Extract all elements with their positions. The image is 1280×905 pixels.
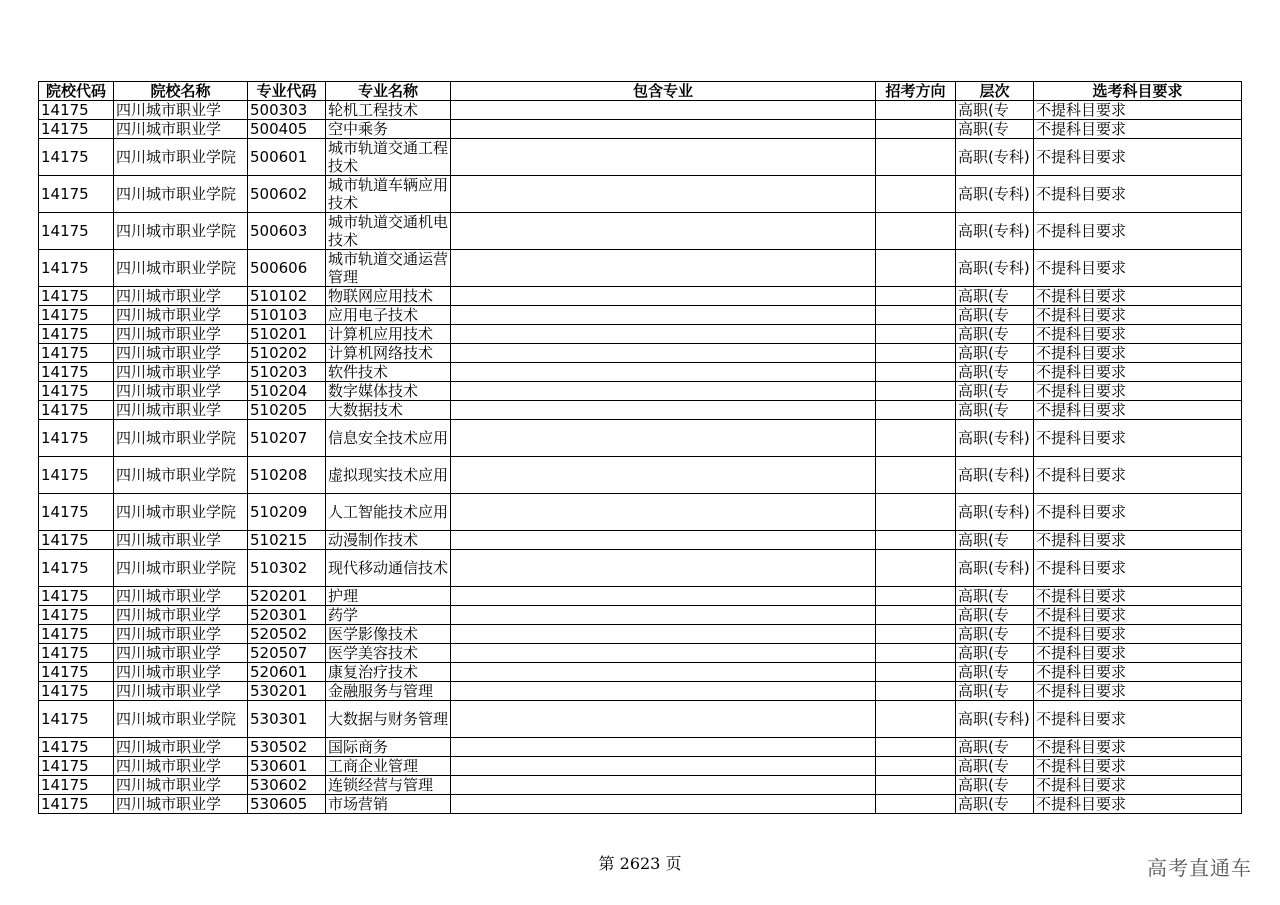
cell-level: 高职(专	[956, 587, 1034, 606]
cell-major-code: 510201	[248, 325, 326, 344]
header-row	[39, 82, 1242, 101]
cell-level: 高职(专科)	[956, 139, 1034, 176]
cell-level: 高职(专	[956, 776, 1034, 795]
cell-school-code: 14175	[39, 325, 114, 344]
cell-school-code: 14175	[39, 101, 114, 120]
cell-major-name: 市场营销	[326, 795, 451, 814]
cell-direction	[876, 287, 956, 306]
cell-direction	[876, 644, 956, 663]
table-row	[39, 325, 1242, 344]
cell-level: 高职(专	[956, 795, 1034, 814]
table-row	[39, 738, 1242, 757]
cell-direction	[876, 682, 956, 701]
cell-school-code: 14175	[39, 625, 114, 644]
cell-school-name: 四川城市职业学院	[114, 420, 248, 457]
watermark: 高考直通车	[1147, 856, 1252, 880]
table-row	[39, 776, 1242, 795]
cell-level: 高职(专科)	[956, 457, 1034, 494]
cell-major-code: 500602	[248, 176, 326, 213]
cell-school-name: 四川城市职业学	[114, 625, 248, 644]
cell-school-name: 四川城市职业学院	[114, 250, 248, 287]
cell-included-majors	[451, 176, 876, 213]
cell-level: 高职(专	[956, 531, 1034, 550]
cell-school-name: 四川城市职业学	[114, 682, 248, 701]
cell-school-code: 14175	[39, 420, 114, 457]
cell-school-name: 四川城市职业学院	[114, 550, 248, 587]
cell-school-code: 14175	[39, 776, 114, 795]
cell-level: 高职(专	[956, 344, 1034, 363]
cell-included-majors	[451, 401, 876, 420]
cell-included-majors	[451, 306, 876, 325]
cell-included-majors	[451, 738, 876, 757]
cell-major-name: 护理	[326, 587, 451, 606]
cell-school-name: 四川城市职业学	[114, 644, 248, 663]
cell-subject-requirement: 不提科目要求	[1034, 363, 1242, 382]
cell-subject-requirement: 不提科目要求	[1034, 382, 1242, 401]
cell-included-majors	[451, 795, 876, 814]
cell-major-code: 510204	[248, 382, 326, 401]
cell-level: 高职(专	[956, 738, 1034, 757]
header-direction: 招考方向	[876, 82, 956, 101]
cell-subject-requirement: 不提科目要求	[1034, 494, 1242, 531]
cell-school-code: 14175	[39, 306, 114, 325]
cell-included-majors	[451, 531, 876, 550]
cell-direction	[876, 625, 956, 644]
table-row	[39, 287, 1242, 306]
cell-major-code: 520507	[248, 644, 326, 663]
cell-major-name: 计算机应用技术	[326, 325, 451, 344]
table-row	[39, 213, 1242, 250]
cell-school-name: 四川城市职业学	[114, 101, 248, 120]
cell-subject-requirement: 不提科目要求	[1034, 587, 1242, 606]
cell-major-name: 药学	[326, 606, 451, 625]
cell-school-code: 14175	[39, 606, 114, 625]
table-row	[39, 382, 1242, 401]
cell-school-code: 14175	[39, 213, 114, 250]
cell-included-majors	[451, 287, 876, 306]
cell-included-majors	[451, 663, 876, 682]
cell-subject-requirement: 不提科目要求	[1034, 139, 1242, 176]
cell-included-majors	[451, 701, 876, 738]
cell-level: 高职(专科)	[956, 550, 1034, 587]
cell-school-name: 四川城市职业学	[114, 663, 248, 682]
cell-school-code: 14175	[39, 757, 114, 776]
cell-major-code: 500303	[248, 101, 326, 120]
cell-direction	[876, 344, 956, 363]
cell-direction	[876, 550, 956, 587]
cell-level: 高职(专	[956, 757, 1034, 776]
cell-level: 高职(专科)	[956, 420, 1034, 457]
cell-included-majors	[451, 550, 876, 587]
cell-direction	[876, 363, 956, 382]
cell-direction	[876, 494, 956, 531]
cell-major-name: 数字媒体技术	[326, 382, 451, 401]
cell-major-code: 510102	[248, 287, 326, 306]
cell-subject-requirement: 不提科目要求	[1034, 776, 1242, 795]
cell-level: 高职(专科)	[956, 213, 1034, 250]
cell-subject-requirement: 不提科目要求	[1034, 457, 1242, 494]
cell-subject-requirement: 不提科目要求	[1034, 213, 1242, 250]
cell-included-majors	[451, 606, 876, 625]
cell-major-name: 物联网应用技术	[326, 287, 451, 306]
cell-school-code: 14175	[39, 176, 114, 213]
cell-subject-requirement: 不提科目要求	[1034, 701, 1242, 738]
cell-direction	[876, 250, 956, 287]
cell-included-majors	[451, 120, 876, 139]
cell-included-majors	[451, 101, 876, 120]
cell-school-name: 四川城市职业学	[114, 776, 248, 795]
cell-level: 高职(专	[956, 606, 1034, 625]
cell-level: 高职(专	[956, 120, 1034, 139]
cell-major-name: 现代移动通信技术	[326, 550, 451, 587]
table-row	[39, 757, 1242, 776]
cell-school-name: 四川城市职业学院	[114, 457, 248, 494]
cell-major-code: 510209	[248, 494, 326, 531]
table-row	[39, 139, 1242, 176]
cell-major-name: 医学影像技术	[326, 625, 451, 644]
cell-subject-requirement: 不提科目要求	[1034, 420, 1242, 457]
cell-major-code: 500603	[248, 213, 326, 250]
cell-included-majors	[451, 325, 876, 344]
cell-included-majors	[451, 625, 876, 644]
cell-direction	[876, 401, 956, 420]
cell-major-name: 计算机网络技术	[326, 344, 451, 363]
cell-school-name: 四川城市职业学	[114, 325, 248, 344]
table-row	[39, 587, 1242, 606]
cell-level: 高职(专科)	[956, 176, 1034, 213]
cell-major-code: 500606	[248, 250, 326, 287]
header-level: 层次	[956, 82, 1034, 101]
table-row	[39, 344, 1242, 363]
cell-major-code: 510203	[248, 363, 326, 382]
cell-major-name: 工商企业管理	[326, 757, 451, 776]
table-row	[39, 420, 1242, 457]
cell-school-name: 四川城市职业学	[114, 795, 248, 814]
cell-level: 高职(专	[956, 101, 1034, 120]
cell-direction	[876, 606, 956, 625]
cell-school-code: 14175	[39, 401, 114, 420]
cell-school-code: 14175	[39, 344, 114, 363]
cell-school-name: 四川城市职业学	[114, 531, 248, 550]
cell-school-name: 四川城市职业学院	[114, 701, 248, 738]
cell-school-code: 14175	[39, 120, 114, 139]
cell-included-majors	[451, 420, 876, 457]
cell-major-code: 530601	[248, 757, 326, 776]
cell-school-code: 14175	[39, 701, 114, 738]
cell-included-majors	[451, 213, 876, 250]
cell-major-name: 软件技术	[326, 363, 451, 382]
cell-major-code: 530301	[248, 701, 326, 738]
cell-direction	[876, 420, 956, 457]
header-major-name: 专业名称	[326, 82, 451, 101]
cell-level: 高职(专	[956, 401, 1034, 420]
cell-major-name: 大数据技术	[326, 401, 451, 420]
cell-major-code: 510302	[248, 550, 326, 587]
header-subject-requirement: 选考科目要求	[1034, 82, 1242, 101]
header-school-code: 院校代码	[39, 82, 114, 101]
cell-subject-requirement: 不提科目要求	[1034, 757, 1242, 776]
table-row	[39, 701, 1242, 738]
cell-direction	[876, 176, 956, 213]
cell-subject-requirement: 不提科目要求	[1034, 120, 1242, 139]
table-row	[39, 101, 1242, 120]
cell-major-code: 510205	[248, 401, 326, 420]
cell-school-name: 四川城市职业学	[114, 738, 248, 757]
cell-subject-requirement: 不提科目要求	[1034, 101, 1242, 120]
table-row	[39, 625, 1242, 644]
cell-major-code: 530602	[248, 776, 326, 795]
cell-included-majors	[451, 757, 876, 776]
cell-subject-requirement: 不提科目要求	[1034, 550, 1242, 587]
cell-direction	[876, 738, 956, 757]
cell-included-majors	[451, 494, 876, 531]
cell-level: 高职(专科)	[956, 494, 1034, 531]
cell-school-code: 14175	[39, 738, 114, 757]
cell-school-name: 四川城市职业学	[114, 287, 248, 306]
cell-level: 高职(专科)	[956, 250, 1034, 287]
table-row	[39, 550, 1242, 587]
cell-major-name: 连锁经营与管理	[326, 776, 451, 795]
table-body	[39, 101, 1242, 814]
cell-major-name: 城市轨道交通机电技术	[326, 213, 451, 250]
cell-level: 高职(专	[956, 325, 1034, 344]
cell-direction	[876, 139, 956, 176]
cell-included-majors	[451, 457, 876, 494]
cell-major-code: 510202	[248, 344, 326, 363]
cell-subject-requirement: 不提科目要求	[1034, 176, 1242, 213]
cell-major-code: 510103	[248, 306, 326, 325]
cell-major-name: 金融服务与管理	[326, 682, 451, 701]
cell-major-name: 医学美容技术	[326, 644, 451, 663]
cell-included-majors	[451, 139, 876, 176]
cell-school-code: 14175	[39, 550, 114, 587]
cell-included-majors	[451, 344, 876, 363]
cell-major-name: 轮机工程技术	[326, 101, 451, 120]
cell-subject-requirement: 不提科目要求	[1034, 682, 1242, 701]
table-row	[39, 457, 1242, 494]
cell-school-code: 14175	[39, 363, 114, 382]
cell-level: 高职(专	[956, 625, 1034, 644]
cell-direction	[876, 795, 956, 814]
cell-major-name: 城市轨道车辆应用技术	[326, 176, 451, 213]
cell-level: 高职(专	[956, 363, 1034, 382]
cell-school-name: 四川城市职业学	[114, 120, 248, 139]
cell-major-name: 康复治疗技术	[326, 663, 451, 682]
cell-direction	[876, 776, 956, 795]
cell-major-code: 530502	[248, 738, 326, 757]
cell-school-code: 14175	[39, 663, 114, 682]
table-row	[39, 663, 1242, 682]
cell-school-name: 四川城市职业学	[114, 757, 248, 776]
cell-major-name: 应用电子技术	[326, 306, 451, 325]
cell-major-code: 530201	[248, 682, 326, 701]
table-row	[39, 306, 1242, 325]
cell-direction	[876, 457, 956, 494]
cell-major-code: 510208	[248, 457, 326, 494]
header-included-majors: 包含专业	[451, 82, 876, 101]
cell-level: 高职(专科)	[956, 701, 1034, 738]
cell-major-name: 虚拟现实技术应用	[326, 457, 451, 494]
cell-major-code: 530605	[248, 795, 326, 814]
cell-school-name: 四川城市职业学院	[114, 176, 248, 213]
table-row	[39, 795, 1242, 814]
cell-subject-requirement: 不提科目要求	[1034, 795, 1242, 814]
cell-direction	[876, 531, 956, 550]
cell-major-name: 大数据与财务管理	[326, 701, 451, 738]
cell-level: 高职(专	[956, 382, 1034, 401]
cell-school-name: 四川城市职业学	[114, 363, 248, 382]
cell-included-majors	[451, 644, 876, 663]
cell-school-code: 14175	[39, 587, 114, 606]
cell-subject-requirement: 不提科目要求	[1034, 306, 1242, 325]
cell-school-name: 四川城市职业学	[114, 401, 248, 420]
cell-subject-requirement: 不提科目要求	[1034, 644, 1242, 663]
cell-major-code: 500405	[248, 120, 326, 139]
cell-direction	[876, 306, 956, 325]
cell-subject-requirement: 不提科目要求	[1034, 344, 1242, 363]
cell-school-name: 四川城市职业学	[114, 606, 248, 625]
cell-school-code: 14175	[39, 250, 114, 287]
cell-direction	[876, 213, 956, 250]
table-row	[39, 176, 1242, 213]
cell-major-code: 500601	[248, 139, 326, 176]
table-row	[39, 682, 1242, 701]
page-number: 第 2623 页	[598, 854, 682, 873]
cell-direction	[876, 101, 956, 120]
cell-direction	[876, 325, 956, 344]
table-row	[39, 401, 1242, 420]
cell-level: 高职(专	[956, 644, 1034, 663]
cell-school-code: 14175	[39, 457, 114, 494]
cell-included-majors	[451, 382, 876, 401]
cell-subject-requirement: 不提科目要求	[1034, 531, 1242, 550]
table-row	[39, 363, 1242, 382]
table-row	[39, 644, 1242, 663]
cell-direction	[876, 701, 956, 738]
cell-direction	[876, 120, 956, 139]
cell-school-code: 14175	[39, 139, 114, 176]
cell-major-code: 520201	[248, 587, 326, 606]
cell-major-code: 510215	[248, 531, 326, 550]
cell-subject-requirement: 不提科目要求	[1034, 606, 1242, 625]
cell-level: 高职(专	[956, 287, 1034, 306]
cell-included-majors	[451, 587, 876, 606]
cell-school-name: 四川城市职业学	[114, 306, 248, 325]
cell-school-code: 14175	[39, 382, 114, 401]
cell-level: 高职(专	[956, 682, 1034, 701]
cell-major-name: 信息安全技术应用	[326, 420, 451, 457]
cell-subject-requirement: 不提科目要求	[1034, 625, 1242, 644]
cell-included-majors	[451, 363, 876, 382]
table-row	[39, 250, 1242, 287]
cell-major-name: 国际商务	[326, 738, 451, 757]
cell-major-name: 城市轨道交通工程技术	[326, 139, 451, 176]
admission-table	[38, 81, 1242, 814]
cell-direction	[876, 382, 956, 401]
cell-school-code: 14175	[39, 682, 114, 701]
cell-school-name: 四川城市职业学院	[114, 213, 248, 250]
header-major-code: 专业代码	[248, 82, 326, 101]
table-row	[39, 120, 1242, 139]
cell-school-name: 四川城市职业学	[114, 587, 248, 606]
cell-school-code: 14175	[39, 531, 114, 550]
cell-level: 高职(专	[956, 306, 1034, 325]
cell-major-code: 520301	[248, 606, 326, 625]
cell-included-majors	[451, 776, 876, 795]
cell-subject-requirement: 不提科目要求	[1034, 663, 1242, 682]
table-row	[39, 531, 1242, 550]
cell-school-code: 14175	[39, 287, 114, 306]
cell-major-name: 动漫制作技术	[326, 531, 451, 550]
cell-school-name: 四川城市职业学	[114, 382, 248, 401]
cell-subject-requirement: 不提科目要求	[1034, 325, 1242, 344]
cell-direction	[876, 663, 956, 682]
cell-major-code: 510207	[248, 420, 326, 457]
table-row	[39, 494, 1242, 531]
cell-direction	[876, 757, 956, 776]
cell-major-code: 520601	[248, 663, 326, 682]
cell-direction	[876, 587, 956, 606]
cell-school-name: 四川城市职业学	[114, 344, 248, 363]
cell-subject-requirement: 不提科目要求	[1034, 738, 1242, 757]
cell-subject-requirement: 不提科目要求	[1034, 401, 1242, 420]
cell-major-name: 城市轨道交通运营管理	[326, 250, 451, 287]
cell-school-code: 14175	[39, 644, 114, 663]
cell-school-name: 四川城市职业学院	[114, 139, 248, 176]
cell-subject-requirement: 不提科目要求	[1034, 250, 1242, 287]
cell-school-code: 14175	[39, 795, 114, 814]
cell-major-name: 人工智能技术应用	[326, 494, 451, 531]
cell-major-name: 空中乘务	[326, 120, 451, 139]
header-school-name: 院校名称	[114, 82, 248, 101]
cell-school-name: 四川城市职业学院	[114, 494, 248, 531]
cell-included-majors	[451, 682, 876, 701]
cell-subject-requirement: 不提科目要求	[1034, 287, 1242, 306]
cell-major-code: 520502	[248, 625, 326, 644]
cell-level: 高职(专	[956, 663, 1034, 682]
cell-included-majors	[451, 250, 876, 287]
table-row	[39, 606, 1242, 625]
cell-school-code: 14175	[39, 494, 114, 531]
